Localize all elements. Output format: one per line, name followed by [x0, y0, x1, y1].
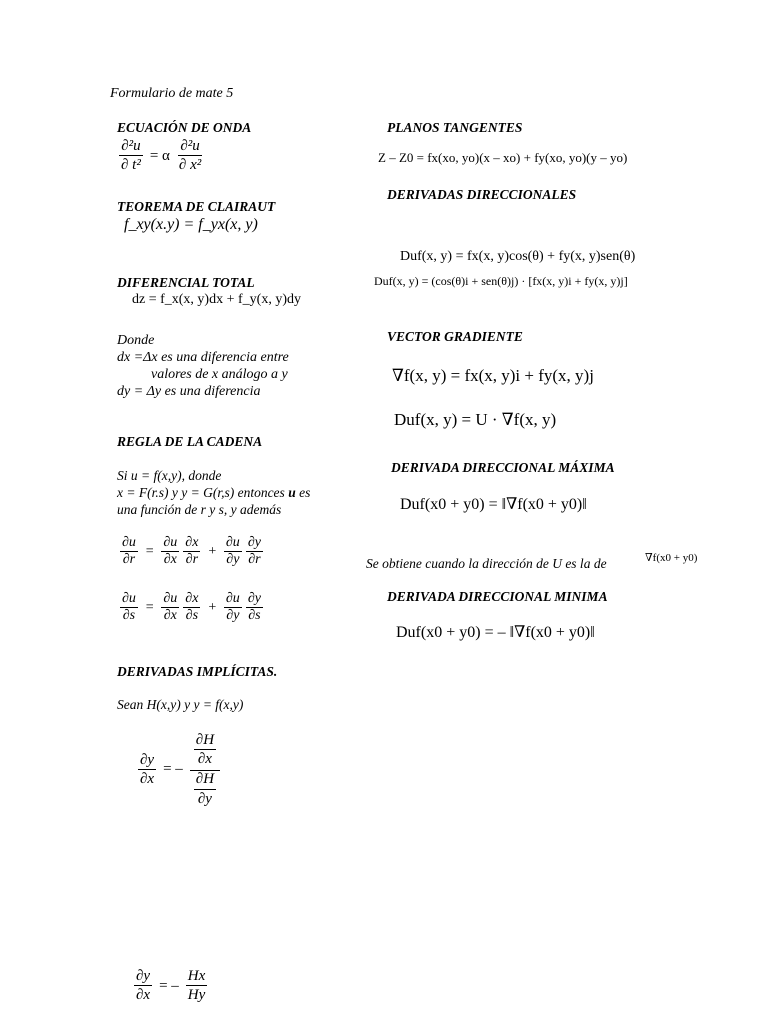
heading-ecuacion-onda: ECUACIÓN DE ONDA: [117, 120, 252, 135]
formula-implicitas-1: $\frac{\partial y}{\partial x}$ = – $\frac{\frac{\partial H}{\partial x}}{\frac{\partial H}{\partial y}}$: [136, 732, 222, 808]
formula-gradiente-2: Duf(x, y) = U · ∇f(x, y): [394, 410, 557, 429]
donde-line-1: Donde: [117, 333, 155, 348]
formula-derivada-maxima: Duf(x0 + y0) = ‖∇f(x0 + y0)‖: [400, 496, 587, 513]
formula-clairaut: f_xy(x.y) = f_yx(x, y): [124, 216, 258, 233]
heading-teorema-clairaut: TEOREMA DE CLAIRAUT: [117, 199, 276, 214]
maxima-note: Se obtiene cuando la dirección de U es la de: [366, 556, 607, 571]
formula-derivada-minima: Duf(x0 + y0) = – ‖∇f(x0 + y0)‖: [396, 624, 595, 641]
formula-implicitas-2: $\frac{\partial y}{\partial x}$ = – $\frac{Hx}{Hy}$: [136, 968, 206, 1004]
heading-derivadas-implicitas: DERIVADAS IMPLÍCITAS.: [117, 664, 278, 679]
cadena-text-3: una función de r y s, y además: [117, 502, 282, 517]
document-title: Formulario de mate 5: [110, 86, 234, 101]
heading-derivadas-direccionales: DERIVADAS DIRECCIONALES: [387, 187, 577, 202]
implicitas-sean: Sean H(x,y) y y = f(x,y): [117, 697, 244, 712]
formula-derivada-direccional-1: Duf(x, y) = fx(x, y)cos(θ) + fy(x, y)sen(θ): [400, 249, 636, 264]
heading-derivada-direccional-maxima: DERIVADA DIRECCIONAL MÁXIMA: [391, 460, 615, 475]
formula-derivada-direccional-2: Duf(x, y) = (cos(θ)i + sen(θ)j) · [fx(x, y)i + fy(x, y)j]: [374, 274, 628, 288]
donde-line-2: dx =Δx es una diferencia entre: [117, 350, 289, 365]
cadena-text-1: Si u = f(x,y), donde: [117, 468, 222, 483]
formula-ecuacion-onda: $\frac{\text{∂²u}}{\text{∂ t²}}$ = α $\frac{\text{∂²u}}{\text{∂ x²}}$: [121, 138, 202, 174]
donde-line-3: valores de x análogo a y: [151, 367, 288, 382]
maxima-note-formula: ∇f(x0 + y0): [645, 552, 698, 564]
heading-diferencial-total: DIFERENCIAL TOTAL: [117, 275, 255, 290]
formula-planos-tangentes: Z – Z0 = fx(xo, yo)(x – xo) + fy(xo, yo)(y – yo): [378, 150, 628, 165]
donde-line-4: dy = Δy es una diferencia: [117, 384, 261, 399]
heading-vector-gradiente: VECTOR GRADIENTE: [387, 329, 523, 344]
formula-cadena-r: $\frac{\partial u}{\partial r}$ = $\frac{\partial u}{\partial x}$ $\frac{\partial x}{\partial r}$ + $\frac{\partial u}{\partial y}$ $\frac{\partial y}{\partial r}$: [122, 535, 261, 568]
heading-derivada-direccional-minima: DERIVADA DIRECCIONAL MINIMA: [387, 589, 608, 604]
cadena-text-2: x = F(r.s) y y = G(r,s) entonces u es: [117, 485, 311, 500]
formula-cadena-s: $\frac{\partial u}{\partial s}$ = $\frac{\partial u}{\partial x}$ $\frac{\partial x}{\partial s}$ + $\frac{\partial u}{\partial y}$ $\frac{\partial y}{\partial s}$: [122, 591, 261, 624]
formula-diferencial-total: dz = f_x(x, y)dx + f_y(x, y)dy: [132, 292, 301, 307]
heading-regla-cadena: REGLA DE LA CADENA: [117, 434, 263, 449]
heading-planos-tangentes: PLANOS TANGENTES: [387, 120, 523, 135]
formula-gradiente-1: ∇f(x, y) = fx(x, y)i + fy(x, y)j: [392, 366, 594, 385]
